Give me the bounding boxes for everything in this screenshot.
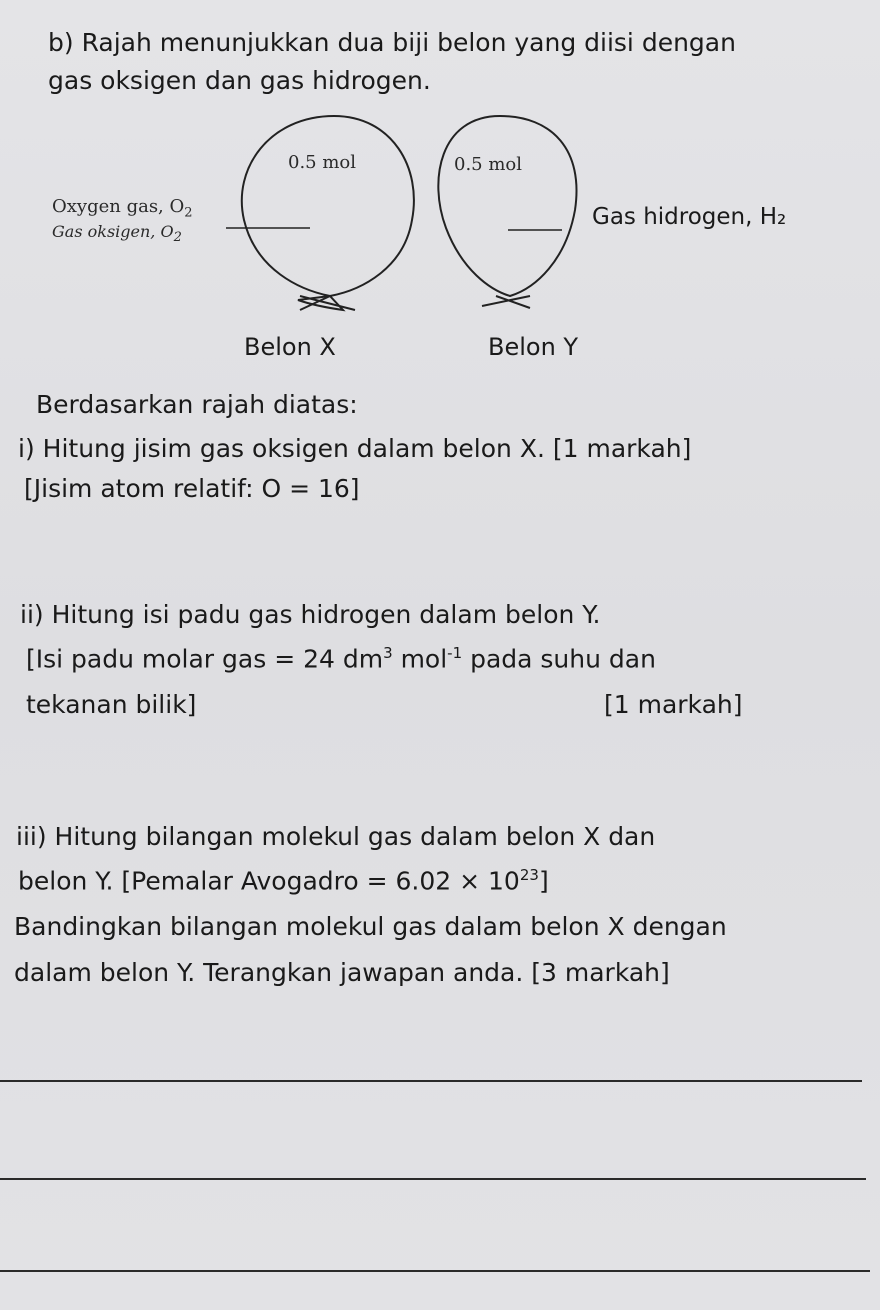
q3-line3: Bandingkan bilangan molekul gas dalam belon X dengan bbox=[14, 912, 727, 941]
q1-line1: i) Hitung jisim gas oksigen dalam belon X. [1 markah] bbox=[18, 434, 692, 463]
q2-line2: [Isi padu molar gas = 24 $dm^3$ mol$^{-1}$ pada suhu dan bbox=[26, 644, 656, 674]
answer-line-3 bbox=[0, 1270, 870, 1272]
q2-line1: ii) Hitung isi padu gas hidrogen dalam belon Y. bbox=[20, 600, 601, 629]
balloon-y-knot bbox=[482, 296, 530, 308]
oxygen-label-ms: Gas oksigen, $O_2$ bbox=[52, 222, 182, 246]
balloon-x-name: Belon X bbox=[244, 333, 336, 361]
balloon-y-mol: 0.5 mol bbox=[454, 154, 523, 175]
q2-marks: [1 markah] bbox=[604, 690, 743, 719]
q1-line2: [Jisim atom relatif: O = 16] bbox=[24, 474, 360, 503]
balloon-x-mol: 0.5 mol bbox=[288, 152, 357, 173]
balloon-y-shape bbox=[438, 116, 576, 296]
q3-line4: dalam belon Y. Terangkan jawapan anda. [3 markah] bbox=[14, 958, 670, 987]
q3-line2: belon Y. [Pemalar Avogadro = $6.02 \times 10^{23}$] bbox=[18, 866, 549, 896]
based-on-text: Berdasarkan rajah diatas: bbox=[36, 390, 358, 419]
question-intro-line1: b) Rajah menunjukkan dua biji belon yang diisi dengan bbox=[48, 28, 736, 57]
balloon-x-shape bbox=[242, 116, 414, 310]
oxygen-label-en: Oxygen gas, $O_2$ bbox=[52, 196, 193, 221]
question-intro-line2: gas oksigen dan gas hidrogen. bbox=[48, 66, 431, 95]
q3-line1: iii) Hitung bilangan molekul gas dalam belon X dan bbox=[16, 822, 656, 851]
balloon-y-name: Belon Y bbox=[488, 333, 579, 361]
answer-line-2 bbox=[0, 1178, 866, 1180]
balloon-diagram bbox=[0, 110, 880, 430]
answer-line-1 bbox=[0, 1080, 862, 1082]
q2-line3: tekanan bilik] bbox=[26, 690, 197, 719]
hydrogen-label: Gas hidrogen, H₂ bbox=[592, 204, 787, 230]
